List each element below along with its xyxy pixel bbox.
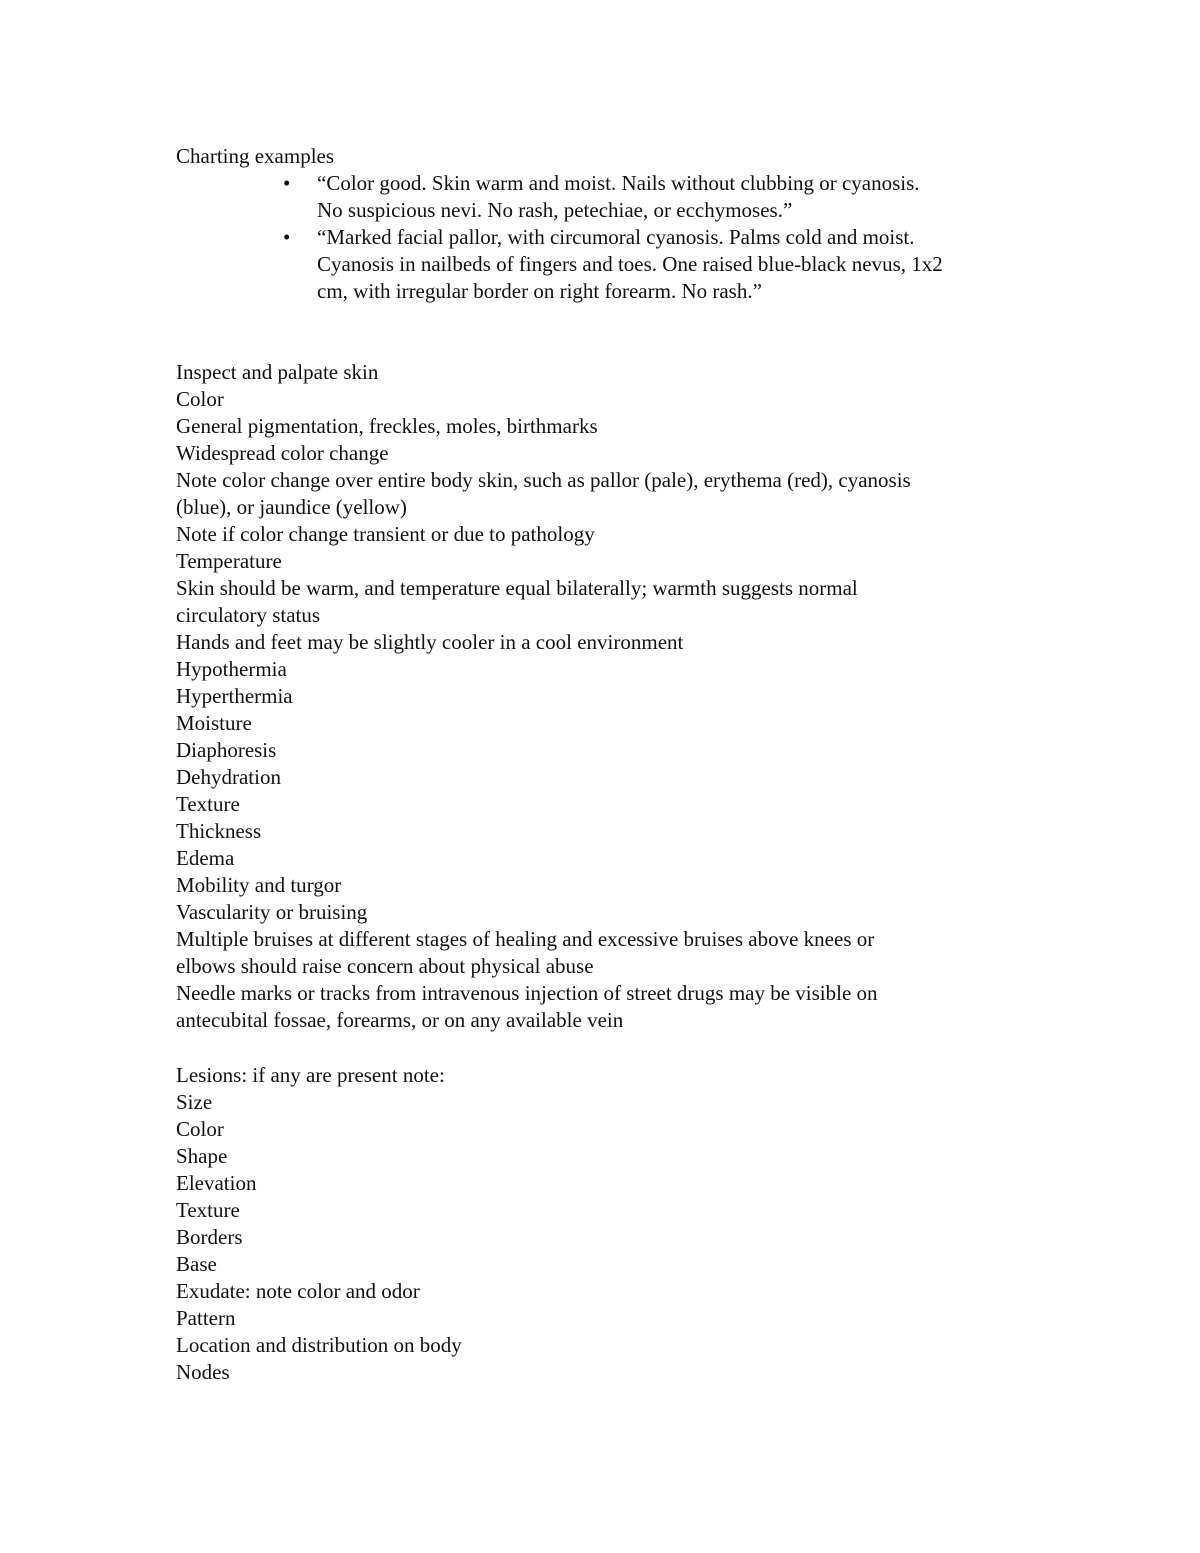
charting-example-line: Cyanosis in nailbeds of fingers and toes. One raised blue-black nevus, 1x2 (317, 252, 943, 276)
text-line: Dehydration (176, 765, 281, 789)
text-line: Texture (176, 1198, 240, 1222)
text-line: Location and distribution on body (176, 1333, 462, 1357)
text-line: Elevation (176, 1171, 257, 1195)
charting-example-line: “Color good. Skin warm and moist. Nails without clubbing or cyanosis. (317, 171, 920, 195)
text-line: Borders (176, 1225, 243, 1249)
text-line: Color (176, 387, 224, 411)
charting-examples-section (176, 143, 1026, 305)
charting-example-line: “Marked facial pallor, with circumoral cyanosis. Palms cold and moist. (317, 225, 915, 249)
text-line: circulatory status (176, 603, 321, 627)
text-line: Vascularity or bruising (176, 900, 368, 924)
text-line: Widespread color change (176, 441, 389, 465)
section-heading: Inspect and palpate skin (176, 360, 379, 384)
text-line: Hands and feet may be slightly cooler in a cool environment (176, 630, 684, 654)
text-line: Note if color change transient or due to pathology (176, 522, 595, 546)
inspect-palpate-section (176, 359, 1026, 1034)
text-line: Diaphoresis (176, 738, 277, 762)
text-line: Note color change over entire body skin, such as pallor (pale), erythema (red), cyanosis (176, 468, 911, 492)
text-line: antecubital fossae, forearms, or on any available vein (176, 1008, 624, 1032)
charting-bullet-item (176, 224, 1057, 305)
bullet-icon: • (283, 171, 291, 195)
text-line: Size (176, 1090, 213, 1114)
text-line: (blue), or jaundice (yellow) (176, 495, 407, 519)
charting-heading: Charting examples (176, 144, 335, 168)
text-line: Moisture (176, 711, 252, 735)
charting-bullet-list (176, 170, 1026, 305)
text-line: Hypothermia (176, 657, 287, 681)
text-line: Edema (176, 846, 235, 870)
text-line: Color (176, 1117, 224, 1141)
lesions-section (176, 1062, 1026, 1386)
text-line: Pattern (176, 1306, 236, 1330)
text-line: Thickness (176, 819, 262, 843)
charting-example-line: No suspicious nevi. No rash, petechiae, or ecchymoses.” (317, 198, 793, 222)
text-line: Texture (176, 792, 240, 816)
text-line: Shape (176, 1144, 228, 1168)
text-line: Hyperthermia (176, 684, 293, 708)
text-line: Mobility and turgor (176, 873, 342, 897)
charting-bullet-item (176, 170, 1057, 224)
charting-example-line: cm, with irregular border on right forearm. No rash.” (317, 279, 762, 303)
section-heading: Lesions: if any are present note: (176, 1063, 445, 1087)
bullet-icon: • (283, 225, 291, 249)
text-line: Needle marks or tracks from intravenous injection of street drugs may be visible on (176, 981, 878, 1005)
text-line: elbows should raise concern about physical abuse (176, 954, 594, 978)
text-line: Nodes (176, 1360, 230, 1384)
text-line: Multiple bruises at different stages of healing and excessive bruises above knees or (176, 927, 875, 951)
text-line: General pigmentation, freckles, moles, birthmarks (176, 414, 598, 438)
text-line: Temperature (176, 549, 282, 573)
text-line: Skin should be warm, and temperature equal bilaterally; warmth suggests normal (176, 576, 858, 600)
text-line: Base (176, 1252, 217, 1276)
text-line: Exudate: note color and odor (176, 1279, 420, 1303)
